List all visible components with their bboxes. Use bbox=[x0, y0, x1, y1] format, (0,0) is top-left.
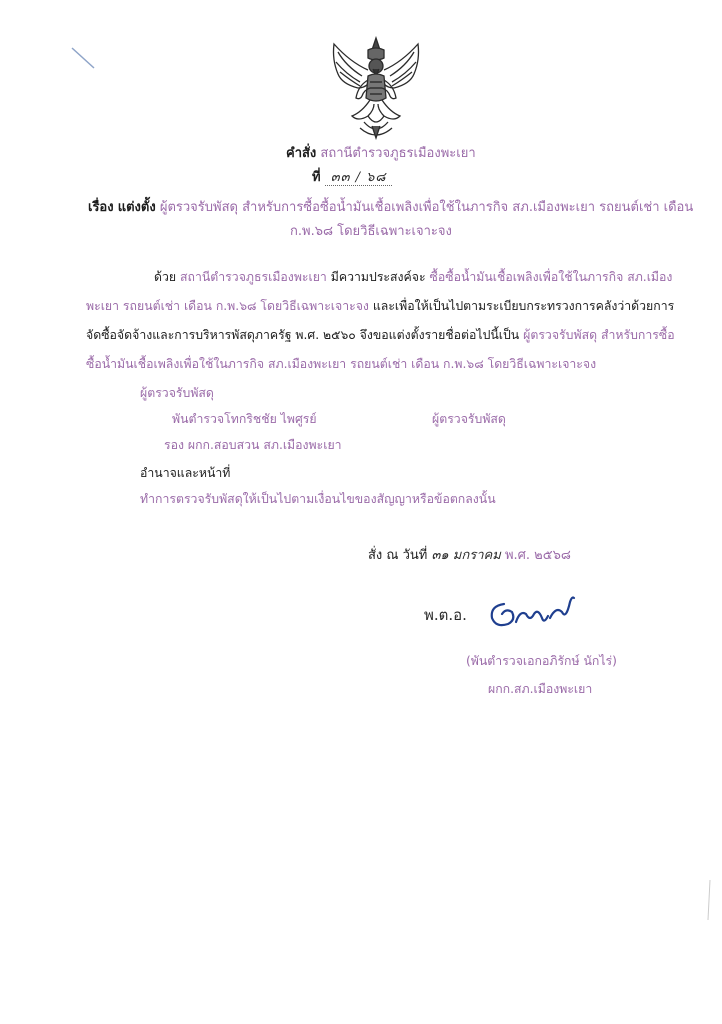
duties-text: ทำการตรวจรับพัสดุให้เป็นไปตามเงื่อนไขของสัญญาหรือข้อตกลงนั้น bbox=[140, 492, 496, 506]
body-line-1 bbox=[154, 268, 672, 287]
subject-text-1: ผู้ตรวจรับพัสดุ สำหรับการซื้อซื้อน้ำมันเชื้อเพลิงเพื่อใช้ในภารกิจ สภ.เมืองพะเยา รถยนต์เช่า เดือน bbox=[159, 200, 694, 215]
garuda-emblem-icon bbox=[328, 36, 424, 140]
scan-mark bbox=[70, 46, 96, 72]
subject-appoint: แต่งตั้ง bbox=[117, 200, 156, 215]
body-item-2: พะเยา รถยนต์เช่า เดือน ก.พ.๖๘ โดยวิธีเฉพาะเจาะจง bbox=[86, 299, 369, 313]
signer-position: ผกก.สภ.เมืองพะเยา bbox=[488, 682, 593, 696]
body-role-3: ผู้ตรวจรับพัสดุ สำหรับการซื้อ bbox=[523, 328, 675, 342]
date-year: พ.ศ. ๒๕๖๘ bbox=[504, 548, 571, 563]
body-line-2 bbox=[86, 297, 674, 316]
duties-heading: อำนาจและหน้าที่ bbox=[140, 466, 231, 480]
body-line-4: ซื้อน้ำมันเชื้อเพลิงเพื่อใช้ในภารกิจ สภ.เมืองพะเยา รถยนต์เช่า เดือน ก.พ.๖๘ โดยวิธีเฉพาะเจาะจง bbox=[86, 357, 597, 371]
signer-name: (พันตำรวจเอกอภิรักษ์ นักไร่) bbox=[466, 654, 617, 668]
order-number-label: ที่ bbox=[312, 170, 321, 185]
signature-rank: พ.ต.อ. bbox=[424, 606, 467, 624]
inspector-position: รอง ผกก.สอบสวน สภ.เมืองพะเยา bbox=[164, 438, 342, 452]
date-label: สั่ง ณ วันที่ bbox=[368, 548, 428, 563]
scan-mark-edge bbox=[698, 880, 712, 920]
body-text-2: และเพื่อให้เป็นไปตามระเบียบกระทรวงการคลังว่าด้วยการ bbox=[372, 299, 675, 313]
inspector-heading: ผู้ตรวจรับพัสดุ bbox=[140, 386, 214, 400]
order-issuer: สถานีตำรวจภูธรเมืองพะเยา bbox=[320, 146, 476, 161]
order-number-value: ๓๓ / ๖๘ bbox=[325, 170, 393, 186]
subject-line-1 bbox=[88, 196, 693, 217]
order-header bbox=[286, 142, 476, 163]
subject-label: เรื่อง bbox=[88, 200, 114, 215]
date-line bbox=[368, 544, 571, 565]
date-day: ๓๑ bbox=[431, 548, 449, 563]
handwritten-signature-icon bbox=[486, 592, 578, 632]
body-issuer: สถานีตำรวจภูธรเมืองพะเยา bbox=[180, 270, 327, 284]
body-intent: มีความประสงค์จะ bbox=[330, 270, 426, 284]
inspector-name: พันตำรวจโทกริชชัย ไพศูรย์ bbox=[172, 412, 317, 426]
subject-line-2: ก.พ.๖๘ โดยวิธีเฉพาะเจาะจง bbox=[290, 224, 452, 239]
body-prefix: ด้วย bbox=[154, 270, 177, 284]
order-label: คำสั่ง bbox=[286, 146, 317, 161]
order-number-line bbox=[312, 166, 392, 187]
body-item-1: ซื้อซื้อน้ำมันเชื้อเพลิงเพื่อใช้ในภารกิจ สภ.เมือง bbox=[429, 270, 673, 284]
body-line-3 bbox=[86, 326, 675, 345]
inspector-role: ผู้ตรวจรับพัสดุ bbox=[432, 412, 506, 426]
date-month: มกราคม bbox=[452, 548, 501, 563]
body-text-3: จัดซื้อจัดจ้างและการบริหารพัสดุภาครัฐ พ.ศ. ๒๕๖๐ จึงขอแต่งตั้งรายชื่อต่อไปนี้เป็น bbox=[86, 328, 520, 342]
